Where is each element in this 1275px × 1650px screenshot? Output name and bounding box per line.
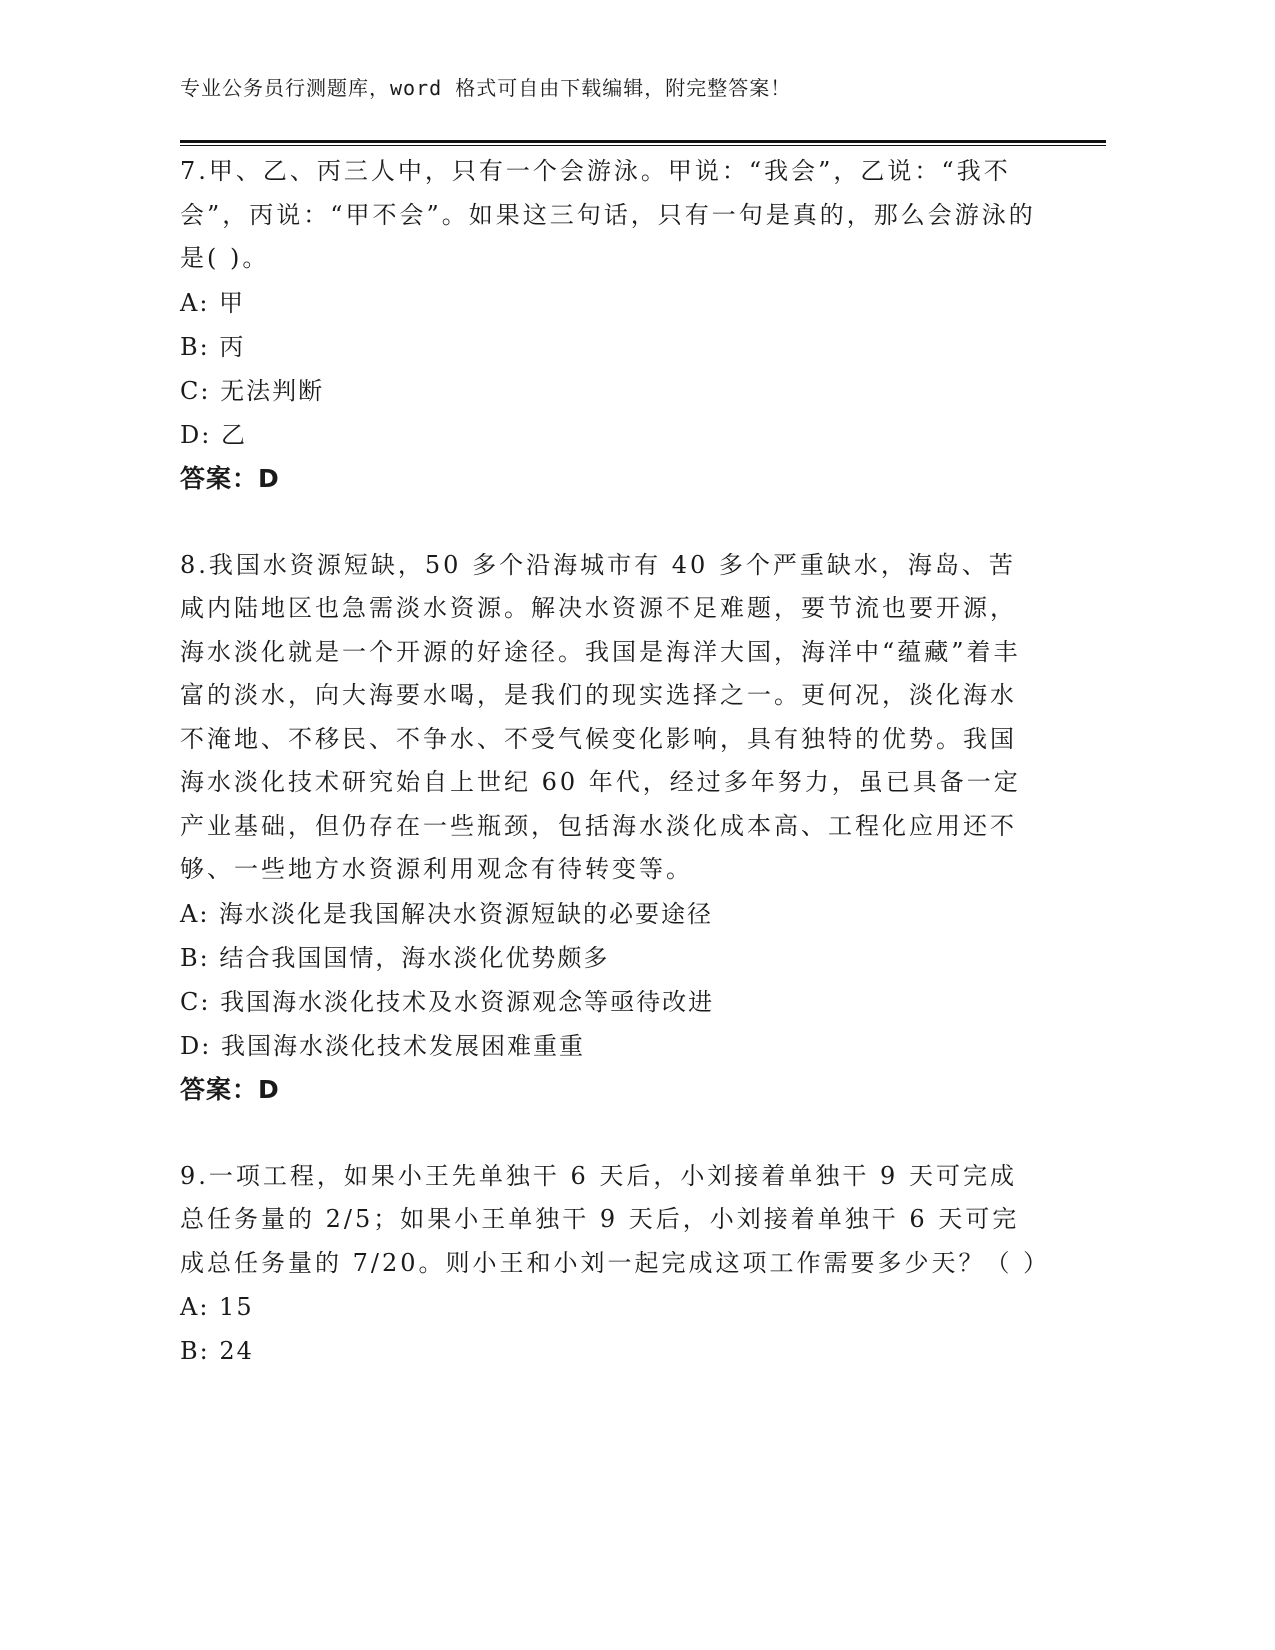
question-stem: 8.我国水资源短缺，50 多个沿海城市有 40 多个严重缺水，海岛、苦咸内陆地区也急需淡水资源。解决水资源不足难题，要节流也要开源，海水淡化就是一个开源的好途径。我国是海洋大国，海洋中“蕴藏”着丰富的淡水，向大海要水喝，是我们的现实选择之一。更何况，淡化海水不淹地、不移民、不争水、不受气候变化影响，具有独特的优势。我国海水淡化技术研究始自上世纪 60 年代，经过多年努力，虽已具备一定产业基础，但仍存在一些瓶颈，包括海水淡化成本高、工程化应用还不够、一些地方水资源利用观念有待转变等。 xyxy=(180,550,1021,883)
option-c: C: 我国海水淡化技术及水资源观念等亟待改进 xyxy=(180,987,715,1016)
option-b: B: 丙 xyxy=(180,332,246,361)
header-divider xyxy=(180,140,1106,146)
option-c: C: 无法判断 xyxy=(180,376,325,405)
option-d: D: 我国海水淡化技术发展困难重重 xyxy=(180,1031,585,1060)
page-header: 专业公务员行测题库，word 格式可自由下载编辑，附完整答案！ xyxy=(180,76,792,100)
question-stem: 7.甲、乙、丙三人中，只有一个会游泳。甲说：“我会”，乙说：“我不会”，丙说：“甲不会”。如果这三句话，只有一句是真的，那么会游泳的是( )。 xyxy=(180,157,1036,272)
option-b: B: 结合我国国情，海水淡化优势颇多 xyxy=(180,943,610,972)
option-a: A: 海水淡化是我国解决水资源短缺的必要途径 xyxy=(180,899,714,928)
question-9 xyxy=(180,1155,1051,1374)
answer-label: 答案：D xyxy=(180,463,280,493)
question-7 xyxy=(180,150,1040,501)
question-stem: 9.一项工程，如果小王先单独干 6 天后，小刘接着单独干 9 天可完成总任务量的 2/5；如果小王单独干 9 天后，小刘接着单独干 6 天可完成总任务量的 7/20。则小王和小刘一起完成这项工作需要多少天？（ ） xyxy=(180,1161,1051,1277)
question-spacer xyxy=(180,501,1040,544)
question-list xyxy=(180,150,1051,1373)
question-spacer xyxy=(180,1112,1040,1155)
option-a: A: 15 xyxy=(180,1293,254,1321)
option-a: A: 甲 xyxy=(180,288,246,317)
question-8 xyxy=(180,544,1040,1112)
answer-label: 答案：D xyxy=(180,1074,280,1104)
option-d: D: 乙 xyxy=(180,420,247,449)
option-b: B: 24 xyxy=(180,1337,254,1365)
